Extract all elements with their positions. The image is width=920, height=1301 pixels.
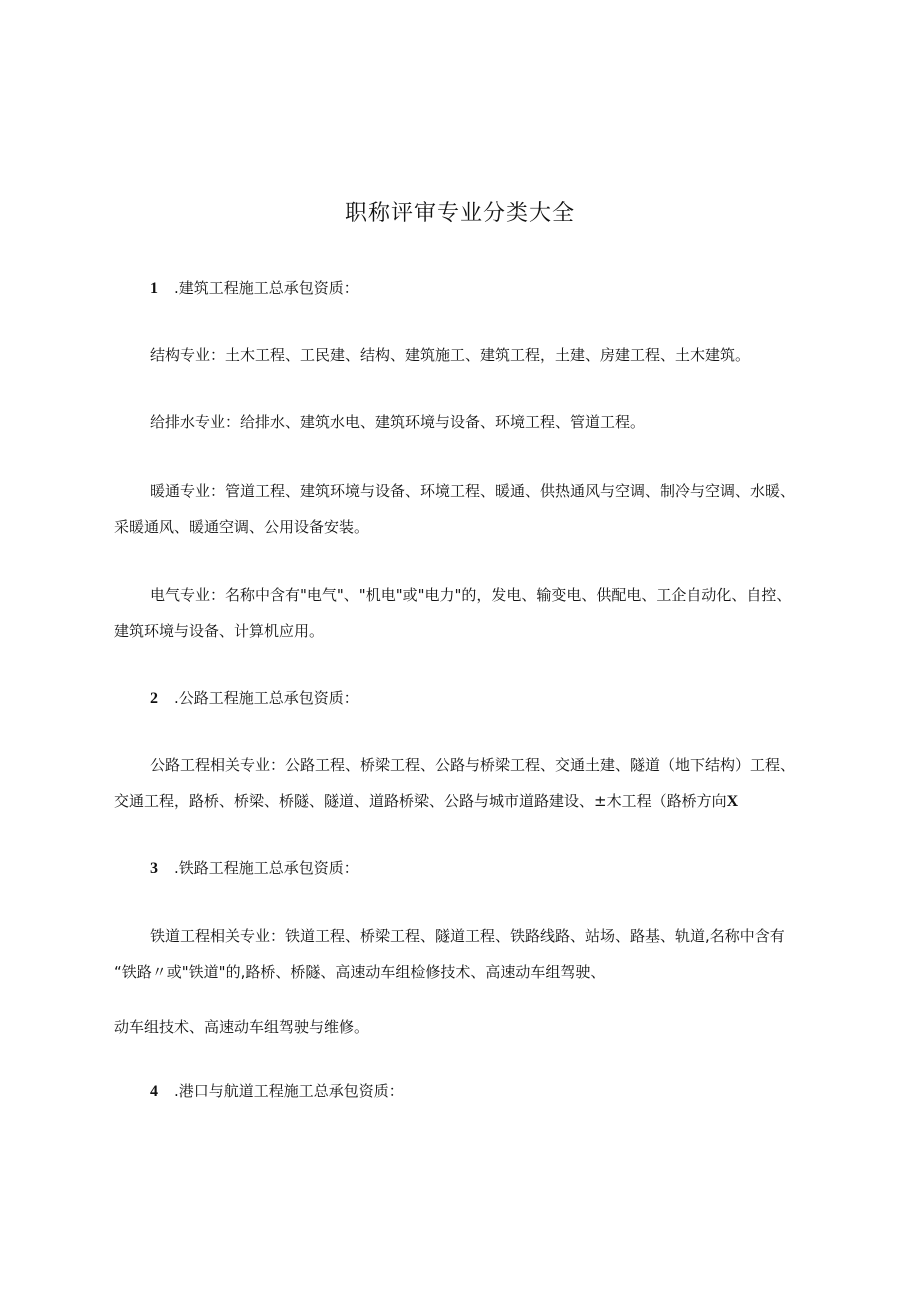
- paragraph-railway-line-2: “铁路〃或"铁道"的,路桥、桥隧、高速动车组检修技术、高速动车组驾驶、: [114, 963, 606, 981]
- section-heading-text: .铁路工程施工总承包资质：: [174, 859, 359, 877]
- section-number: 1: [150, 280, 158, 297]
- paragraph-highway-line-2: [114, 791, 738, 812]
- paragraph-railway-line-3: 动车组技术、高速动车组驾驶与维修。: [114, 1018, 370, 1036]
- section-heading-text: .公路工程施工总承包资质：: [174, 689, 359, 707]
- section-3-heading: [150, 858, 359, 879]
- section-number: 2: [150, 690, 158, 707]
- page-title: 职称评审专业分类大全: [344, 201, 575, 226]
- paragraph-hvac-line-2: 采暖通风、暖通空调、公用设备安装。: [114, 518, 370, 536]
- paragraph-railway-line-1: 铁道工程相关专业：铁道工程、桥梁工程、隧道工程、铁路线路、站场、路基、轨道,名称中含有: [150, 927, 785, 945]
- section-heading-text: .建筑工程施工总承包资质：: [174, 279, 359, 297]
- paragraph-structure: 结构专业：土木工程、工民建、结构、建筑施工、建筑工程，土建、房建工程、土木建筑。: [150, 346, 751, 364]
- paragraph-highway-end-mark: X: [726, 793, 739, 810]
- section-heading-text: .港口与航道工程施工总承包资质：: [174, 1082, 404, 1100]
- section-number: 4: [150, 1083, 158, 1100]
- section-1-heading: [150, 278, 359, 299]
- paragraph-highway-line-1: 公路工程相关专业：公路工程、桥梁工程、公路与桥梁工程、交通土建、隧道（地下结构）工程、: [150, 756, 796, 774]
- section-number: 3: [150, 860, 158, 877]
- paragraph-highway-text: 交通工程，路桥、桥梁、桥隧、隧道、道路桥梁、公路与城市道路建设、±木工程（路桥方向: [114, 792, 727, 810]
- paragraph-electrical-line-1: 电气专业：名称中含有"电气"、"机电"或"电力"的，发电、输变电、供配电、工企自动化、自控、: [150, 586, 792, 604]
- paragraph-hvac-line-1: 暖通专业：管道工程、建筑环境与设备、环境工程、暖通、供热通风与空调、制冷与空调、水暖、: [150, 482, 796, 500]
- paragraph-plumbing: 给排水专业：给排水、建筑水电、建筑环境与设备、环境工程、管道工程。: [150, 413, 646, 431]
- paragraph-electrical-line-2: 建筑环境与设备、计算机应用。: [114, 622, 325, 640]
- section-2-heading: [150, 688, 359, 709]
- section-4-heading: [150, 1081, 404, 1102]
